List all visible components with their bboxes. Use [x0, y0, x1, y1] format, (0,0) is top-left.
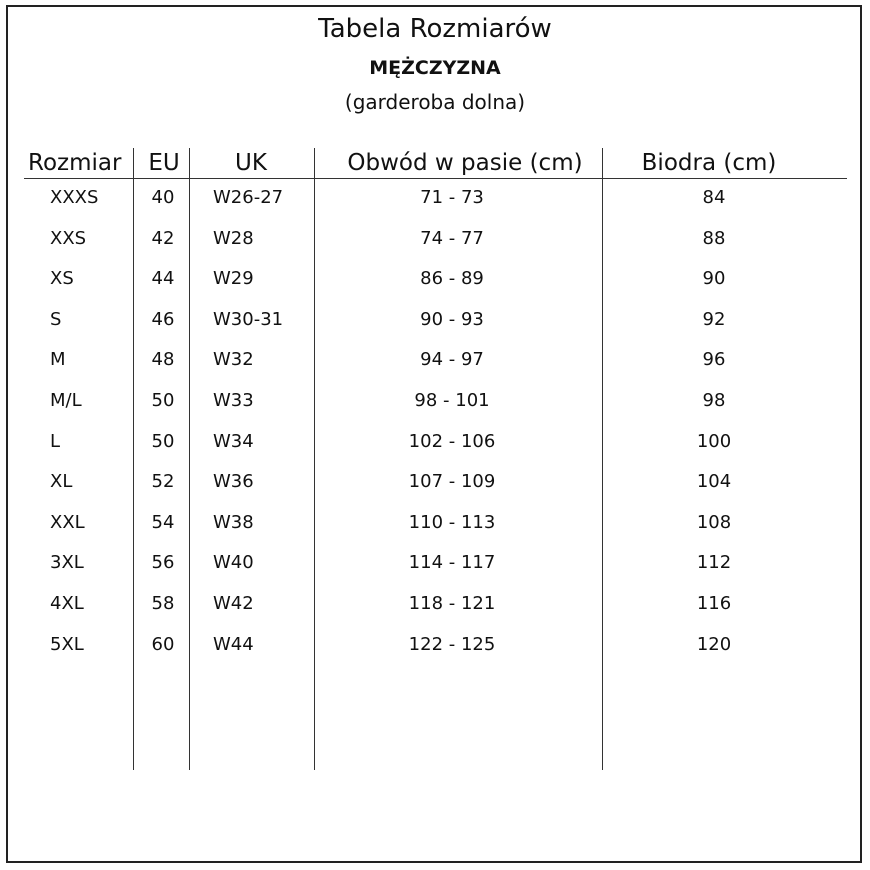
header-uk: UK	[235, 150, 267, 176]
cell-waist: 71 - 73	[420, 187, 484, 208]
cell-eu: 52	[151, 471, 175, 493]
cell-size: L	[50, 430, 61, 452]
page-note: (garderoba dolna)	[344, 90, 526, 114]
cell-uk: W30-31	[213, 308, 284, 330]
cell-eu: 50	[151, 390, 175, 411]
cell-uk: W34	[213, 430, 254, 452]
page-subtitle: MĘŻCZYZNA	[369, 57, 501, 79]
cell-waist: 74 - 77	[420, 227, 484, 249]
cell-uk: W26-27	[213, 187, 284, 208]
cell-uk: W38	[213, 511, 254, 533]
cell-hips: 120	[696, 633, 732, 655]
column-divider	[189, 148, 190, 770]
cell-uk: W44	[213, 633, 254, 655]
cell-hips: 104	[696, 471, 732, 493]
cell-eu: 58	[151, 593, 175, 614]
cell-eu: 60	[151, 633, 175, 655]
page-title: Tabela Rozmiarów	[318, 14, 552, 44]
cell-waist: 102 - 106	[408, 430, 496, 452]
cell-hips: 98	[702, 390, 726, 411]
cell-size: XXL	[50, 511, 85, 533]
cell-eu: 42	[151, 227, 175, 249]
cell-size: 4XL	[50, 593, 84, 614]
cell-waist: 98 - 101	[414, 390, 490, 411]
cell-size: 3XL	[50, 552, 84, 574]
cell-waist: 94 - 97	[420, 349, 484, 371]
header-waist: Obwód w pasie (cm)	[347, 150, 583, 176]
cell-uk: W29	[213, 268, 254, 290]
cell-hips: 108	[696, 511, 732, 533]
cell-uk: W32	[213, 349, 254, 371]
cell-eu: 46	[151, 308, 175, 330]
cell-hips: 92	[702, 308, 726, 330]
cell-hips: 100	[696, 430, 732, 452]
cell-size: 5XL	[50, 633, 84, 655]
cell-eu: 50	[151, 430, 175, 452]
cell-waist: 118 - 121	[408, 593, 496, 614]
cell-size: XL	[50, 471, 73, 493]
cell-waist: 90 - 93	[420, 308, 484, 330]
cell-eu: 40	[151, 187, 175, 208]
cell-hips: 84	[702, 187, 726, 208]
cell-waist: 114 - 117	[408, 552, 496, 574]
cell-waist: 107 - 109	[408, 471, 496, 493]
cell-size: M	[50, 349, 66, 371]
cell-eu: 56	[151, 552, 175, 574]
cell-uk: W33	[213, 390, 254, 411]
cell-size: XS	[50, 268, 74, 290]
cell-eu: 54	[151, 511, 175, 533]
header-divider	[24, 178, 847, 179]
cell-uk: W42	[213, 593, 254, 614]
cell-uk: W36	[213, 471, 254, 493]
header-hips: Biodra (cm)	[641, 150, 777, 176]
cell-hips: 96	[702, 349, 726, 371]
column-divider	[602, 148, 603, 770]
cell-waist: 122 - 125	[408, 633, 496, 655]
header-size: Rozmiar	[28, 150, 122, 176]
cell-uk: W40	[213, 552, 254, 574]
cell-hips: 90	[702, 268, 726, 290]
cell-hips: 112	[696, 552, 732, 574]
cell-eu: 44	[151, 268, 175, 290]
header-eu: EU	[148, 150, 180, 176]
cell-hips: 88	[702, 227, 726, 249]
cell-size: XXS	[50, 227, 87, 249]
cell-size: M/L	[50, 390, 82, 411]
cell-waist: 110 - 113	[408, 511, 496, 533]
cell-waist: 86 - 89	[420, 268, 484, 290]
column-divider	[133, 148, 134, 770]
cell-uk: W28	[213, 227, 254, 249]
cell-hips: 116	[696, 593, 732, 614]
cell-size: S	[50, 308, 62, 330]
cell-size: XXXS	[50, 187, 99, 208]
cell-eu: 48	[151, 349, 175, 371]
column-divider	[314, 148, 315, 770]
